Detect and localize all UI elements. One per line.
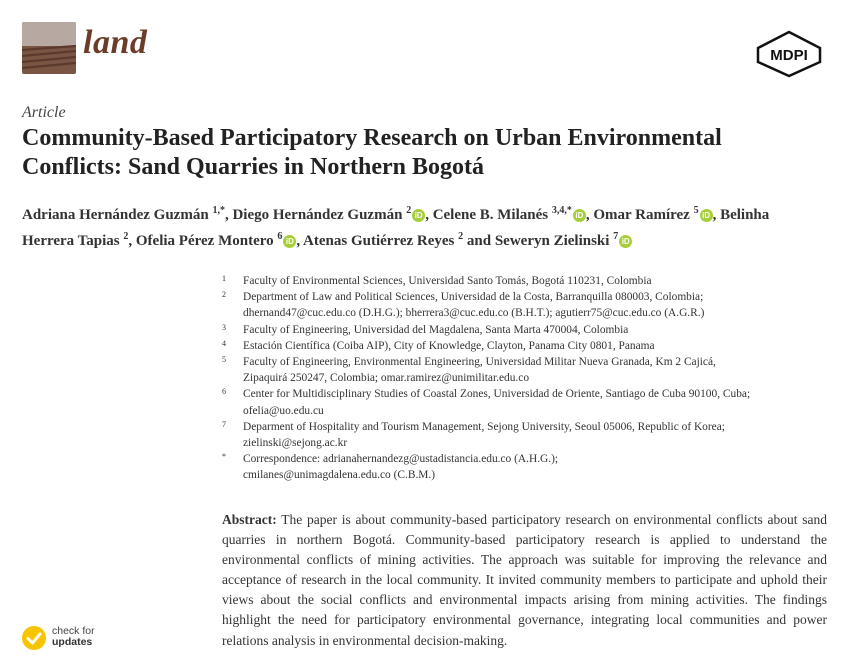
article-title: Community-Based Participatory Research on Urban Environmental Conflicts: Sand Quarries in Northern Bogotá xyxy=(22,125,722,180)
affiliation-number: 6 xyxy=(222,387,226,397)
author-list: Adriana Hernández Guzmán $^{1,*}$, Diego Hernández Guzmán $^2$ iD , Celene B. Milanés $^{3,4,*}$ iD , Omar Ramírez $^5$ iD , Belinha Herrera Tapias $^2$, Ofelia Pérez Montero $^6$ iD , Atenas Gutiérrez Reyes $^2$ and Seweryn Zielinski $^7$ iD xyxy=(22,205,770,249)
affiliation-number: 7 xyxy=(222,419,226,429)
author-affiliation-marker: 6 xyxy=(277,231,283,242)
check-for-updates-button[interactable] xyxy=(22,626,122,656)
author-name[interactable]: Celene B. Milanés xyxy=(432,207,549,223)
author-affiliation-marker: 5 xyxy=(693,205,699,216)
author-name[interactable]: Seweryn Zielinski xyxy=(494,233,610,249)
journal-name: land xyxy=(83,24,148,61)
abstract-label: Abstract: xyxy=(222,512,277,527)
author-affiliation-marker: 3,4,* xyxy=(551,205,572,216)
affiliation-line: Faculty of Environmental Sciences, Universidad Santo Tomás, Bogotá 110231, Colombia xyxy=(243,275,652,287)
affiliation-line: dhernand47@cuc.edu.co (D.H.G.); bherrera3@cuc.edu.co (B.H.T.); agutierr75@cuc.edu.co (A.G.R.) xyxy=(243,307,705,320)
orcid-icon[interactable]: iD xyxy=(283,235,296,248)
affiliation-line: Zipaquirá 250247, Colombia; omar.ramirez@unimilitar.edu.co xyxy=(243,372,530,385)
publisher-logo xyxy=(754,30,824,78)
affiliation-line: Deparment of Hospitality and Tourism Management, Sejong University, Seoul 05006, Republic of Korea; xyxy=(243,420,725,433)
affiliation-number: 3 xyxy=(222,322,226,332)
check-for-updates-line2: updates xyxy=(52,636,93,648)
author-name[interactable]: Adriana Hernández Guzmán xyxy=(22,207,209,223)
author-and: and xyxy=(466,233,492,249)
author-name[interactable]: Diego Hernández Guzmán xyxy=(232,207,403,223)
publisher-name: MDPI xyxy=(770,47,808,64)
orcid-icon[interactable]: iD xyxy=(412,209,425,222)
affiliation-line: ofelia@uo.edu.cu xyxy=(243,404,324,417)
affiliation-item xyxy=(222,451,832,483)
author-name[interactable]: Atenas Gutiérrez Reyes xyxy=(303,233,455,249)
affiliation-line: Faculty of Engineering, Universidad del Magdalena, Santa Marta 470004, Colombia xyxy=(243,323,629,336)
affiliation-item xyxy=(222,354,832,386)
author-name[interactable]: Belinha Herrera Tapias xyxy=(22,207,770,249)
author-name[interactable]: Ofelia Pérez Montero xyxy=(135,233,274,249)
affiliation-list xyxy=(222,273,832,484)
author-name[interactable]: Omar Ramírez xyxy=(593,207,690,223)
abstract xyxy=(222,510,827,651)
affiliation-line: zielinski@sejong.ac.kr xyxy=(243,437,348,450)
affiliation-number: 2 xyxy=(222,290,226,300)
affiliation-line: Estación Científica (Coiba AIP), City of Knowledge, Clayton, Panama City 0801, Panama xyxy=(243,339,655,352)
check-for-updates-icon xyxy=(22,626,46,650)
author-affiliation-marker: 1,* xyxy=(212,205,225,216)
affiliation-item xyxy=(222,322,832,338)
affiliation-line: Center for Multidisciplinary Studies of Coastal Zones, Universidad de Oriente, Santiago de Cuba 90100, Cuba; xyxy=(243,388,751,401)
affiliation-item xyxy=(222,386,832,418)
orcid-icon[interactable]: iD xyxy=(619,235,632,248)
affiliation-line: cmilanes@unimagdalena.edu.co (C.B.M.) xyxy=(243,469,436,482)
journal-logo xyxy=(22,22,76,74)
abstract-text: The paper is about community-based participatory research on environmental conflicts about sand quarries in northern Bogotá. Community-based participatory research is applied to understand the environmental conflicts of mining activities. The approach was suitable for improving the relevance and acceptance of research in the local community. It invited community members to participate and uphold their views about the social conflicts and environmental impacts arising from mining activities. The findings highlight the need for participatory environmental governance, integrating local communities and power relations analysis in environmental decision-making. xyxy=(222,512,827,648)
affiliation-item xyxy=(222,338,832,354)
check-for-updates-line1: check for xyxy=(52,625,95,637)
affiliation-line: Correspondence: adrianahernandezg@ustadistancia.edu.co (A.H.G.); xyxy=(243,453,559,466)
affiliation-item xyxy=(222,273,832,289)
affiliation-number: 4 xyxy=(222,338,226,348)
author-affiliation-marker: 2 xyxy=(406,205,412,216)
affiliation-number: 5 xyxy=(222,355,226,365)
affiliation-number: * xyxy=(222,452,226,462)
affiliation-number: 1 xyxy=(222,274,226,283)
author-affiliation-marker: 2 xyxy=(458,231,464,242)
affiliation-item xyxy=(222,289,832,321)
orcid-icon[interactable]: iD xyxy=(700,209,713,222)
author-affiliation-marker: 2 xyxy=(123,231,129,242)
affiliation-line: Faculty of Engineering, Environmental Engineering, Universidad Militar Nueva Granada, Km 2 Cajicá, xyxy=(243,356,716,369)
author-affiliation-marker: 7 xyxy=(613,231,619,242)
orcid-icon[interactable]: iD xyxy=(573,209,586,222)
affiliation-line: Department of Law and Political Sciences, Universidad de la Costa, Barranquilla 080003, Colombia; xyxy=(243,291,704,304)
affiliation-item xyxy=(222,419,832,451)
article-type: Article xyxy=(22,104,66,121)
